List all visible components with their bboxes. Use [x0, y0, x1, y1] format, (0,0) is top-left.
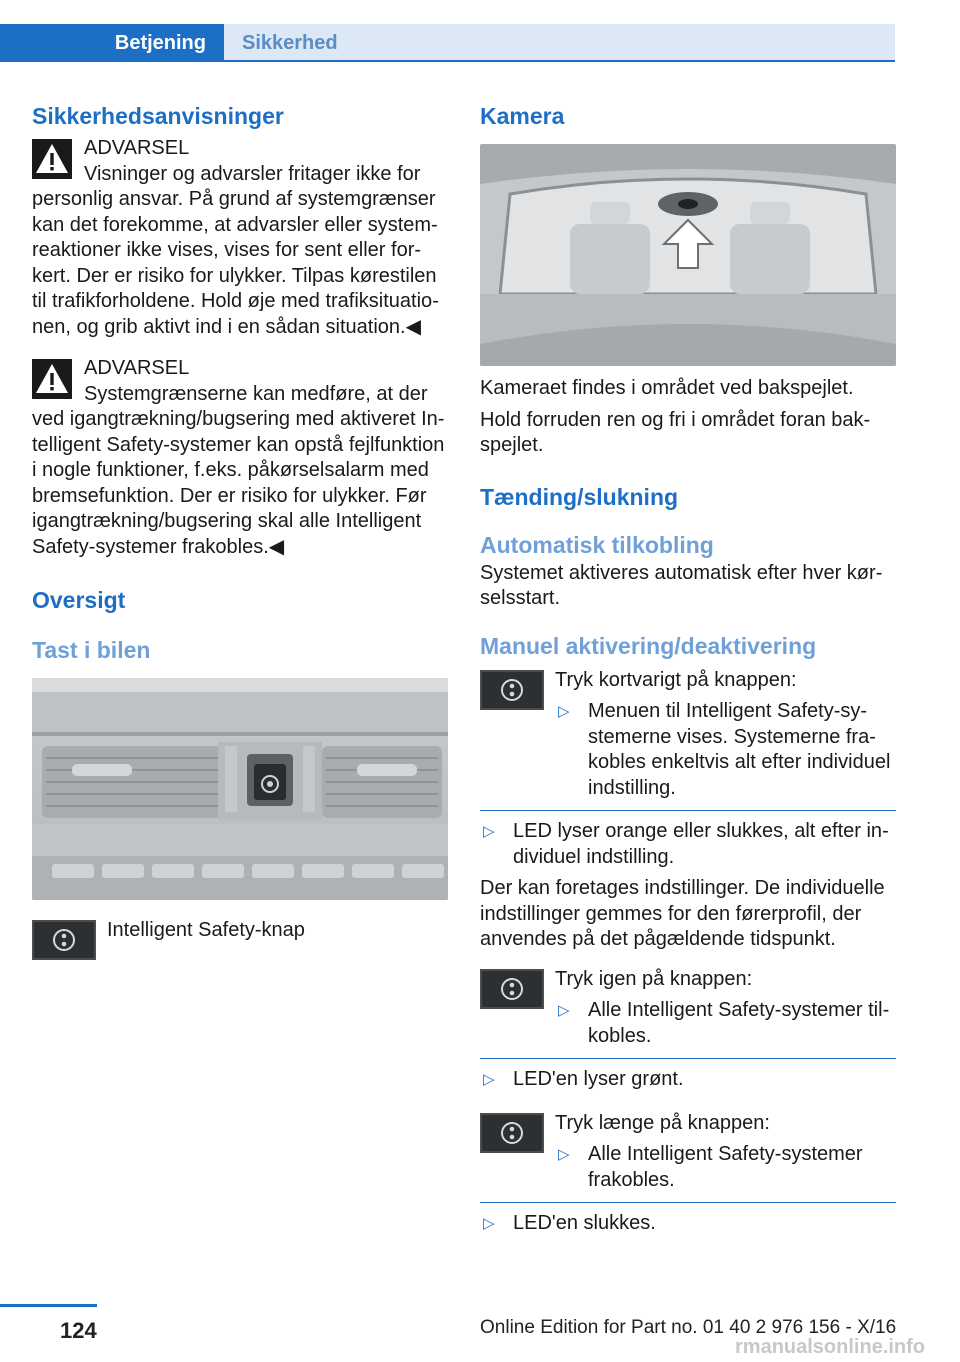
tab-sikkerhed[interactable]: Sikkerhed [224, 24, 895, 62]
warning-block-1 [32, 136, 448, 340]
subsection-title-tast: Tast i bilen [32, 637, 151, 663]
list-item-text: LED'en lyser grønt. [513, 1068, 684, 1090]
list-item [480, 1211, 896, 1237]
triangle-bullet-icon: ▷ [558, 703, 570, 720]
header-tabs [0, 0, 895, 62]
settings-text: Der kan foretages indstillinger. De individuelle indstillinger gemmes for den førerprofil, der anvendes på det pågældende tidspunkt. [480, 877, 885, 950]
list-item-text: LED'en slukkes. [513, 1212, 656, 1234]
button-caption-row [32, 918, 448, 962]
list-item [555, 1142, 896, 1193]
step-block-1 [480, 668, 896, 871]
section-title-taending: Tænding/slukning [480, 483, 679, 510]
footer-rule [0, 1304, 97, 1307]
button-caption: Intelligent Safety-knap [107, 919, 305, 941]
section-title-oversigt: Oversigt [32, 587, 126, 613]
left-column [32, 100, 448, 962]
section-title-sikkerhedsanvisninger: Sikkerhedsanvisninger [32, 103, 284, 129]
warning-triangle-icon [32, 359, 72, 399]
watermark: rmanualsonline.info [735, 1336, 926, 1358]
right-column [480, 100, 896, 1237]
list-item-text: Menuen til Intelligent Safety-systemerne vises. Systemerne frakobles enkeltvis alt efter individuel indstilling. [588, 700, 891, 799]
step-lead: Tryk længe på knappen: [555, 1111, 770, 1134]
dashboard-button-photo [32, 678, 448, 900]
triangle-bullet-icon: ▷ [483, 1215, 495, 1232]
tab-underline [224, 60, 895, 62]
step-block-3 [480, 1111, 896, 1237]
page-number: 124 [60, 1318, 97, 1343]
intelligent-safety-button-icon [480, 969, 544, 1009]
triangle-bullet-icon: ▷ [483, 823, 495, 840]
triangle-bullet-icon: ▷ [558, 1002, 570, 1019]
step-block-2 [480, 967, 896, 1093]
camera-clean-text: Hold forruden ren og fri i området foran bakspejlet. [480, 408, 871, 456]
divider [480, 810, 896, 811]
intelligent-safety-button-icon [32, 920, 96, 960]
list-item [555, 998, 896, 1049]
warning-text: Systemgrænserne kan medføre, at der ved igangtrækning/bugsering med aktiveret Intelligent Safety-systemer kan opstå fejlfunktion i nogle funktioner, f.eks. påkørselsalarm med bremsefunktion. Der er risiko for ulykker. Før igangtrækning/bugsering skal alle Intelligent Safety-systemer frakobles.◀ [32, 382, 445, 558]
subsection-title-manuel: Manuel aktivering/deaktivering [480, 632, 817, 659]
list-item-text: Alle Intelligent Safety-systemer tilkobles. [588, 999, 890, 1047]
step-lead: Tryk igen på knappen: [555, 967, 753, 990]
triangle-bullet-icon: ▷ [558, 1146, 570, 1163]
intelligent-safety-button-icon [480, 1113, 544, 1153]
warning-label: ADVARSEL [84, 137, 190, 159]
subsection-title-automatisk: Automatisk tilkobling [480, 531, 714, 558]
edition-text: Online Edition for Part no. 01 40 2 976 156 - X/16 [480, 1317, 897, 1338]
list-item-text: LED lyser orange eller slukkes, alt efter individuel indstilling. [513, 820, 889, 868]
warning-label: ADVARSEL [84, 357, 190, 379]
camera-windshield-photo [480, 144, 896, 366]
automatic-text: Systemet aktiveres automatisk efter hver kørselsstart. [480, 561, 883, 609]
section-title-kamera: Kamera [480, 103, 565, 129]
list-item [555, 699, 896, 801]
list-item-text: Alle Intelligent Safety-systemer frakobles. [588, 1143, 863, 1191]
warning-block-2 [32, 356, 448, 560]
list-item [480, 819, 896, 870]
divider [480, 1202, 896, 1203]
triangle-bullet-icon: ▷ [483, 1071, 495, 1088]
list-item [480, 1067, 896, 1093]
step-lead: Tryk kortvarigt på knappen: [555, 668, 797, 691]
warning-text: Visninger og advarsler fritager ikke for personlig ansvar. På grund af systemgrænser kan det forekomme, at advarsler eller systemreaktioner ikke vises, vises for sent eller forkert. Der er risiko for ulykker. Tilpas kørestilen til trafikforholdene. Hold øje med trafiksituationen, og grib aktivt ind i en sådan situation.◀ [32, 162, 439, 338]
camera-location-text: Kameraet findes i området ved bakspejlet. [480, 377, 854, 399]
tab-betjening[interactable]: Betjening [0, 24, 224, 62]
intelligent-safety-button-icon [480, 670, 544, 710]
divider [480, 1058, 896, 1059]
warning-triangle-icon [32, 139, 72, 179]
